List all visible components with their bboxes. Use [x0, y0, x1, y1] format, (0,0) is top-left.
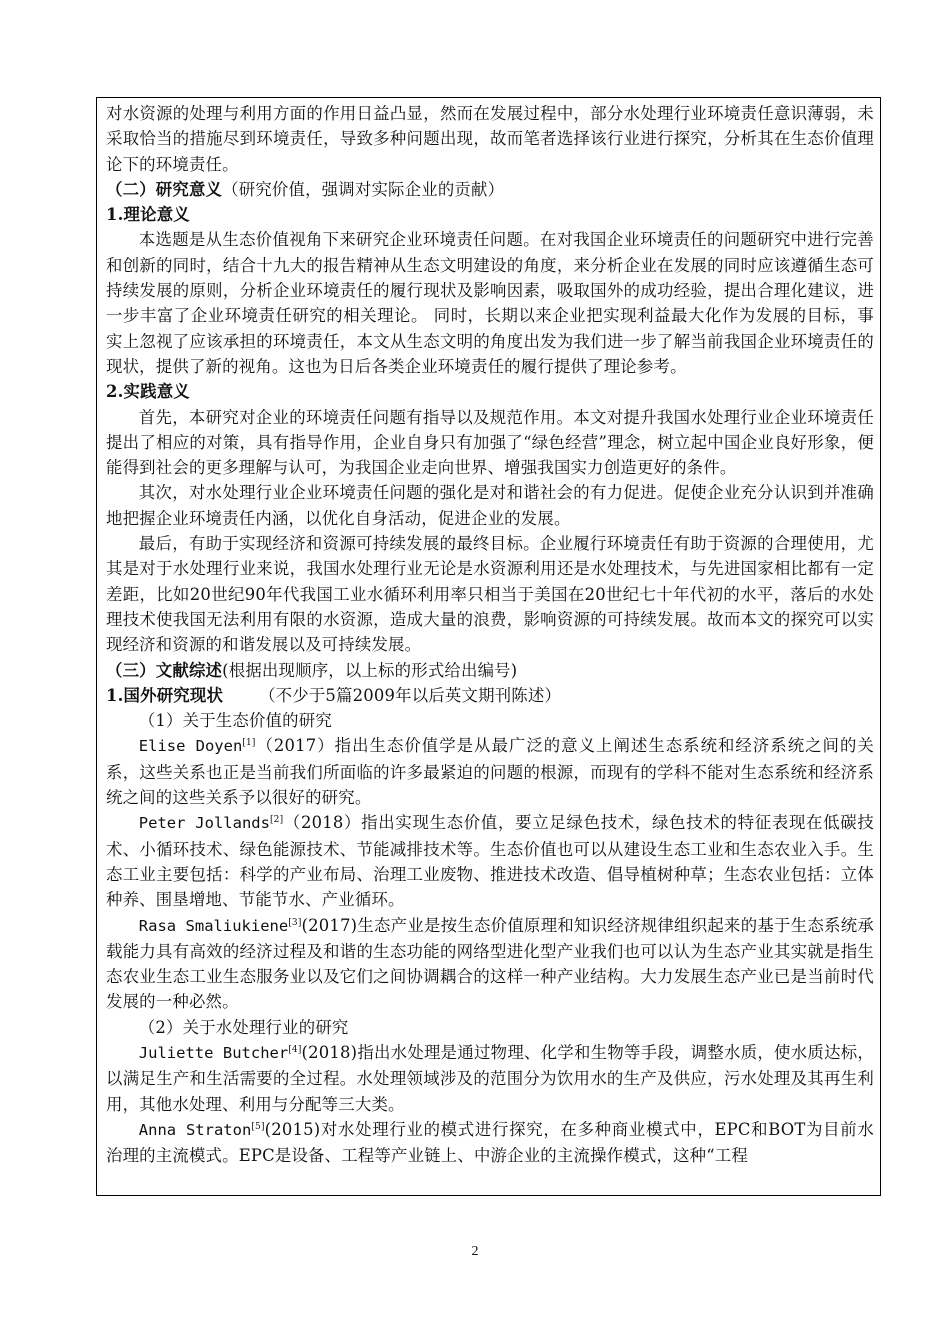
reference-text: （2018）指出实现生态价值，要立足绿色技术，绿色技术的特征表现在低碳技术、小循环技术、绿色能源技术、节能减排技术等。生态价值也可以从建设生态工业和生态农业入手。生态工业主要包括：科学的产业布局、治理工业废物、推进技术改造、倡导植树种草；生态农业包括：立体种养、围垦增地、节能节水、产业循环。: [106, 813, 874, 910]
reference-text: (2015)对水处理行业的模式进行探究，在多种商业模式中，EPC和BOT为目前水治理的主流模式。EPC是设备、工程等产业链上、中游企业的主流操作模式，这种“工程: [106, 1119, 874, 1166]
reference-text: (2018)指出水处理是通过物理、化学和生物等手段，调整水质，使水质达标，以满足生产和生活需要的全过程。水处理领域涉及的范围分为饮用水的生产及供应，污水处理及其再生利用，其他水处理、利用与分配等三大类。: [106, 1042, 874, 1114]
heading-practice: 2.实践意义: [106, 382, 190, 402]
author-name: Elise Doyen: [138, 737, 243, 756]
reference-straton: [106, 1117, 874, 1169]
heading-literature-review-note: (根据出现顺序，以上标的形式给出编号): [222, 660, 518, 680]
author-name: Peter Jollands: [138, 814, 270, 833]
page-number: 2: [471, 1244, 479, 1259]
citation-marker: [3]: [288, 917, 302, 928]
heading-foreign-research-title: 1.国外研究现状: [106, 685, 224, 705]
heading-research-significance: [106, 177, 874, 202]
heading-foreign-research: [106, 683, 874, 708]
paragraph-background: 对水资源的处理与利用方面的作用日益凸显，然而在发展过程中，部分水处理行业环境责任意识薄弱，未采取恰当的措施尽到环境责任，导致多种问题出现，故而笔者选择该行业进行探究，分析其在生态价值理论下的环境责任。: [106, 104, 874, 174]
reference-jollands: [106, 810, 874, 912]
paragraph-practice-third: 最后，有助于实现经济和资源可持续发展的最终目标。企业履行环境责任有助于资源的合理使用，尤其是对于水处理行业来说，我国水处理行业无论是水资源利用还是水处理技术，与先进国家相比都有一定差距，比如20世纪90年代我国工业水循环利用率只相当于美国在20世纪七十年代初的水平，落后的水处理技术使我国无法利用有限的水资源，造成大量的浪费，影响资源的可持续发展。故而本文的探究可以实现经济和资源的和谐发展以及可持续发展。: [106, 534, 874, 655]
author-name: Juliette Butcher: [138, 1043, 289, 1062]
reference-text: （2017）指出生态价值学是从最广泛的意义上阐述生态系统和经济系统之间的关系，这些关系也正是当前我们所面临的许多最紧迫的问题的根源，而现有的学科不能对生态系统和经济系统之间的这些关系予以很好的研究。: [106, 736, 874, 808]
subheading-ecological-value: （1）关于生态价值的研究: [138, 711, 332, 731]
paragraph-practice-second: 其次，对水处理行业企业环境责任问题的强化是对和谐社会的有力促进。促使企业充分认识到并准确地把握企业环境责任内涵，以优化自身活动，促进企业的发展。: [106, 483, 874, 528]
heading-research-significance-title: （二）研究意义: [106, 179, 223, 199]
subheading-water-treatment: （2）关于水处理行业的研究: [138, 1017, 349, 1037]
citation-marker: [2]: [269, 815, 284, 826]
author-name: Rasa Smaliukiene: [138, 916, 289, 935]
heading-literature-review-title: （三）文献综述: [106, 660, 223, 680]
reference-butcher: [106, 1040, 874, 1117]
heading-literature-review: [106, 658, 874, 683]
heading-research-significance-note: （研究价值，强调对实际企业的贡献）: [222, 179, 505, 199]
author-name: Anna Straton: [138, 1120, 252, 1139]
heading-foreign-research-note: （不少于5篇2009年以后英文期刊陈述）: [259, 685, 562, 705]
content-table-cell: [96, 97, 881, 1196]
heading-theory: 1.理论意义: [106, 205, 190, 225]
citation-marker: [4]: [288, 1044, 302, 1055]
paragraph-theory: 本选题是从生态价值视角下来研究企业环境责任问题。在对我国企业环境责任的问题研究中进行完善和创新的同时，结合十九大的报告精神从生态文明建设的角度，来分析企业在发展的同时应该遵循生态可持续发展的原则，分析企业环境责任的履行现状及影响因素，吸取国外的成功经验，提出合理化建议，进一步丰富了企业环境责任研究的相关理论。 同时，长期以来企业把实现利益最大化作为发展的目标，事实上忽视了应该承担的环境责任，本文从生态文明的角度出发为我们进一步了解当前我国企业环境责任的现状，提供了新的视角。这也为日后各类企业环境责任的履行提供了理论参考。: [106, 230, 874, 376]
reference-doyen: [106, 733, 874, 810]
reference-text: (2017)生态产业是按生态价值原理和知识经济规律组织起来的基于生态系统承载能力具有高效的经济过程及和谐的生态功能的网络型进化型产业我们也可以认为生态产业其实就是指生态农业生态工业生态服务业以及它们之间协调耦合的这样一种产业结构。大力发展生态产业已是当前时代发展的一种必然。: [106, 915, 874, 1012]
citation-marker: [1]: [242, 738, 256, 749]
reference-smaliukiene: [106, 913, 874, 1015]
paragraph-practice-first: 首先，本研究对企业的环境责任问题有指导以及规范作用。本文对提升我国水处理行业企业环境责任提出了相应的对策，具有指导作用，企业自身只有加强了“绿色经营”理念，树立起中国企业良好形象，便能得到社会的更多理解与认可，为我国企业走向世界、增强我国实力创造更好的条件。: [106, 407, 874, 478]
citation-marker: [5]: [251, 1121, 265, 1132]
